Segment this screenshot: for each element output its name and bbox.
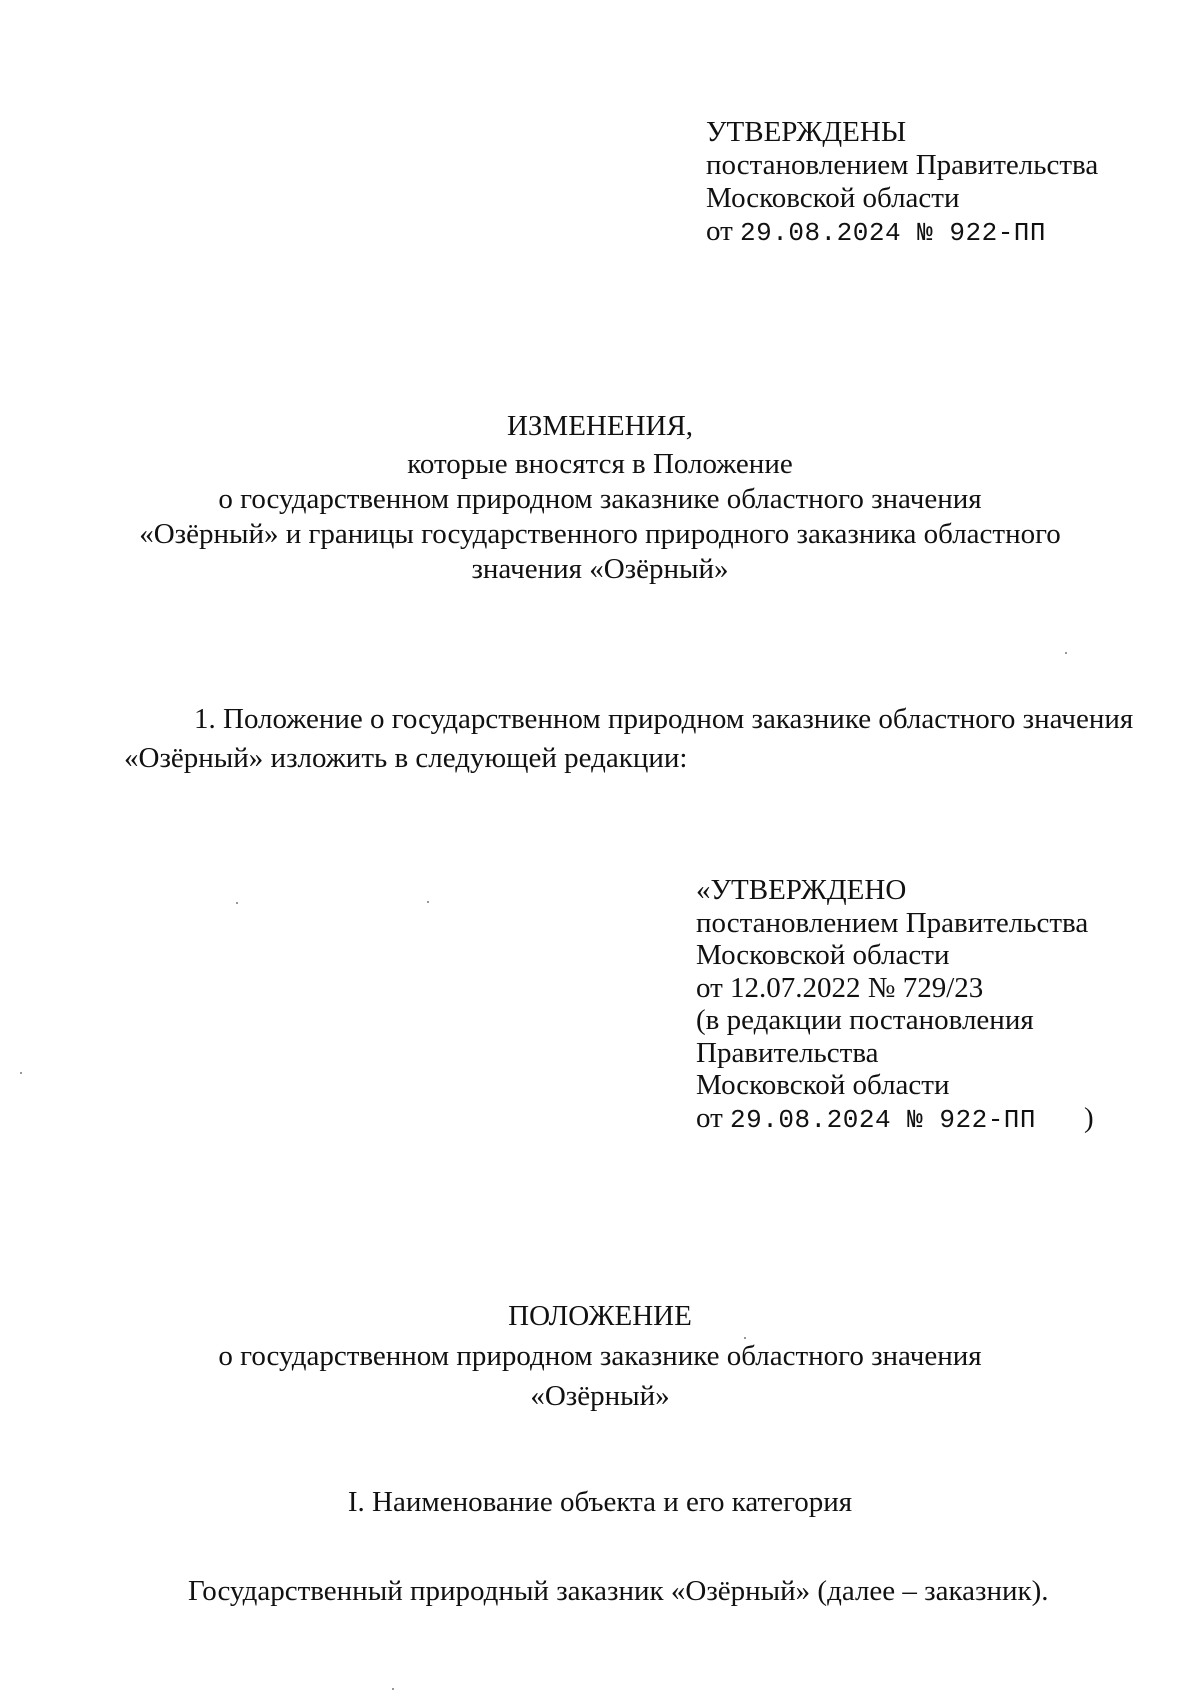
approval-block-top (706, 116, 1098, 250)
changes-subtitle-line: значения «Озёрный» (471, 553, 729, 585)
quoted-date-prefix: от (696, 1101, 731, 1134)
section-1-heading-block (0, 1486, 1200, 1518)
paragraph-1 (124, 700, 1133, 778)
scan-speck (20, 1072, 22, 1074)
changes-title-block (0, 409, 1200, 587)
changes-subtitle-line: «Озёрный» и границы государственного природного заказника областного (139, 518, 1061, 550)
scan-speck (236, 902, 238, 904)
approval-date-stamp: 29.08.2024 № 922-ПП (740, 218, 1046, 248)
paragraph-line: «Озёрный» изложить в следующей редакции: (124, 742, 688, 774)
changes-subtitle-line: которые вносятся в Положение (407, 448, 793, 480)
paragraph-line: 1. Положение о государственном природном заказнике областного значения (194, 703, 1134, 735)
section-heading: I. Наименование объекта и его категория (347, 1486, 853, 1518)
quoted-approval-date-line (696, 1102, 1094, 1137)
quoted-approval-heading: «УТВЕРЖДЕНО (696, 874, 907, 906)
quoted-approval-line: (в редакции постановления (696, 1004, 1034, 1036)
body-text-line: Государственный природный заказник «Озёрный» (далее – заказник). (188, 1575, 1049, 1607)
quoted-approval-line: Московской области (696, 1069, 950, 1101)
quoted-approval-line: постановлением Правительства (696, 906, 1089, 939)
polozhenie-subtitle-line: о государственном природном заказнике областного значения (218, 1340, 982, 1372)
scan-speck (744, 1337, 746, 1339)
approval-line: Московской области (706, 182, 960, 214)
scan-speck (427, 901, 429, 903)
approval-date-prefix: от (706, 215, 741, 247)
scan-speck (392, 1688, 394, 1690)
polozhenie-subtitle-line: «Озёрный» (530, 1380, 670, 1412)
changes-subtitle-line: о государственном природном заказнике областного значения (218, 483, 982, 515)
quoted-approval-line: Правительства (696, 1036, 879, 1069)
quoted-approval-line: Московской области (696, 939, 950, 971)
approval-block-quoted (696, 874, 1094, 1136)
approval-heading: УТВЕРЖДЕНЫ (706, 116, 907, 148)
quoted-date-closing-paren: ) (1084, 1101, 1094, 1134)
approval-date-line (706, 215, 1098, 250)
scan-speck (1065, 652, 1067, 654)
section-1-body (188, 1575, 1049, 1607)
polozhenie-heading: ПОЛОЖЕНИЕ (508, 1300, 692, 1332)
approval-line: постановлением Правительства (706, 149, 1099, 181)
quoted-approval-line: от 12.07.2022 № 729/23 (696, 971, 984, 1004)
polozhenie-title-block (0, 1296, 1200, 1416)
changes-heading: ИЗМЕНЕНИЯ, (506, 410, 694, 442)
quoted-date-stamp: 29.08.2024 № 922-ПП (730, 1104, 1036, 1135)
